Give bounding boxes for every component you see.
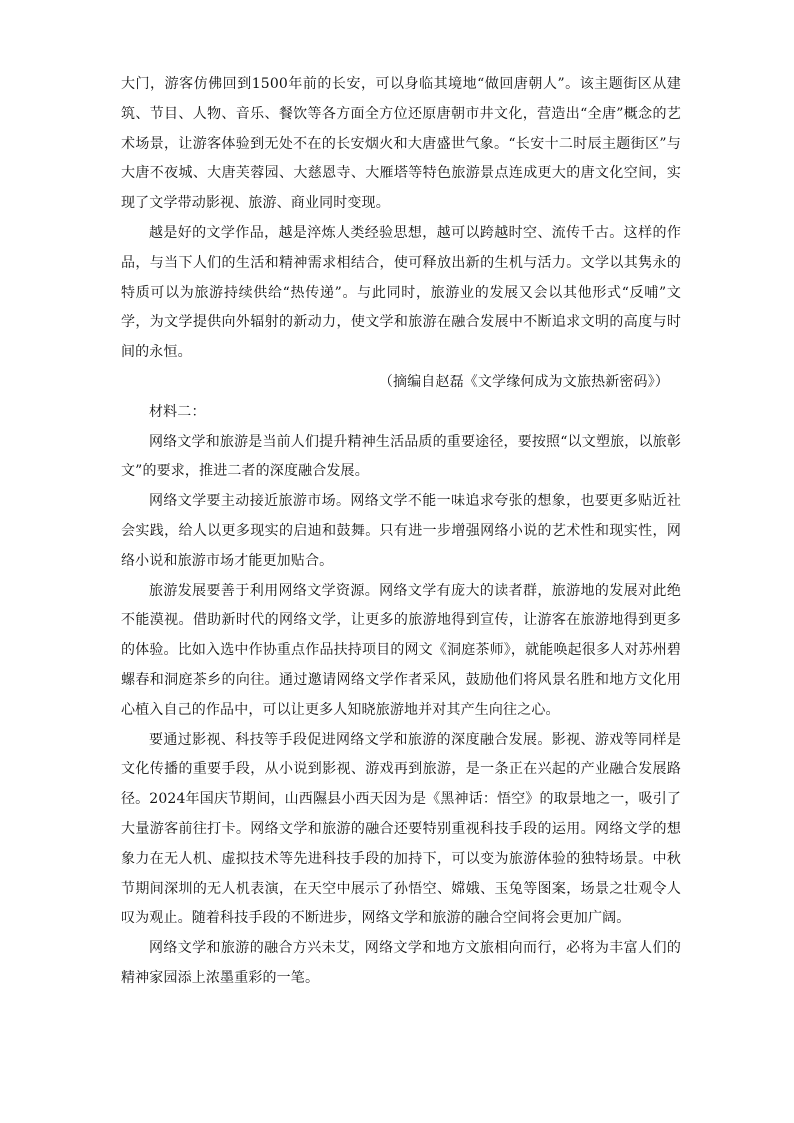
paragraph-m2-conclusion: 网络文学和旅游的融合方兴未艾，网络文学和地方文旅相向而行，必将为丰富人们的精神家园添上浓墨重彩的一笔。 [121,940,681,986]
material-two-label: 材料二： [149,403,206,420]
source-citation: （摘编自赵磊《文学缘何成为文旅热新密码》） [378,373,669,390]
article-body [121,70,681,994]
paragraph-tang-street: 大门，游客仿佛回到1500年前的长安，可以身临其境地“做回唐朝人”。该主题街区从建筑、节目、人物、音乐、餐饮等各方面全方位还原唐朝市井文化，营造出“全唐”概念的艺术场景，让游客体验到无处不在的长安烟火和大唐盛世气象。“长安十二时辰主题街区”与大唐不夜城、大唐芙蓉园、大慈恩寺、大雁塔等特色旅游景点连成更大的唐文化空间，实现了文学带动影视、旅游、商业同时变现。 [121,76,681,212]
paragraph-m2-resources: 旅游发展要善于利用网络文学资源。网络文学有庞大的读者群，旅游地的发展对此绝不能漠视。借助新时代的网络文学，让更多的旅游地得到宣传，让游客在旅游地得到更多的体验。比如入选中作协重点作品扶持项目的网文《洞庭茶师》，就能唤起很多人对苏州碧螺春和洞庭茶乡的向往。通过邀请网络文学作者采风，鼓励他们将风景名胜和地方文化用心植入自己的作品中，可以让更多人知晓旅游地并对其产生向往之心。 [121,582,681,718]
paragraph-literature-tourism: 越是好的文学作品，越是淬炼人类经验思想，越可以跨越时空、流传千古。这样的作品，与当下人们的生活和精神需求相结合，使可释放出新的生机与活力。文学以其隽永的特质可以为旅游持续供给“热传递”。与此同时，旅游业的发展又会以其他形式“反哺”文学，为文学提供向外辐射的新动力，使文学和旅游在融合发展中不断追求文明的高度与时间的永恒。 [121,224,681,361]
paragraph-m2-intro: 网络文学和旅游是当前人们提升精神生活品质的重要途径，要按照“以文塑旅，以旅彰文”的要求，推进二者的深度融合发展。 [121,433,681,480]
paragraph-m2-market: 网络文学要主动接近旅游市场。网络文学不能一味追求夸张的想象，也要更多贴近社会实践，给人以更多现实的启迪和鼓舞。只有进一步增强网络小说的艺术性和现实性，网络小说和旅游市场才能更加贴合。 [121,493,681,569]
paragraph-m2-technology: 要通过影视、科技等手段促进网络文学和旅游的深度融合发展。影视、游戏等同样是文化传播的重要手段，从小说到影视、游戏再到旅游，是一条正在兴起的产业融合发展路径。2024年国庆节期间，山西隰县小西天因为是《黑神话：悟空》的取景地之一，吸引了大量游客前往打卡。网络文学和旅游的融合还要特别重视科技手段的运用。网络文学的想象力在无人机、虚拟技术等先进科技手段的加持下，可以变为旅游体验的独特场景。中秋节期间深圳的无人机表演，在天空中展示了孙悟空、嫦娥、玉兔等图案，场景之壮观令人叹为观止。随着科技手段的不断进步，网络文学和旅游的融合空间将会更加广阔。 [121,731,681,927]
